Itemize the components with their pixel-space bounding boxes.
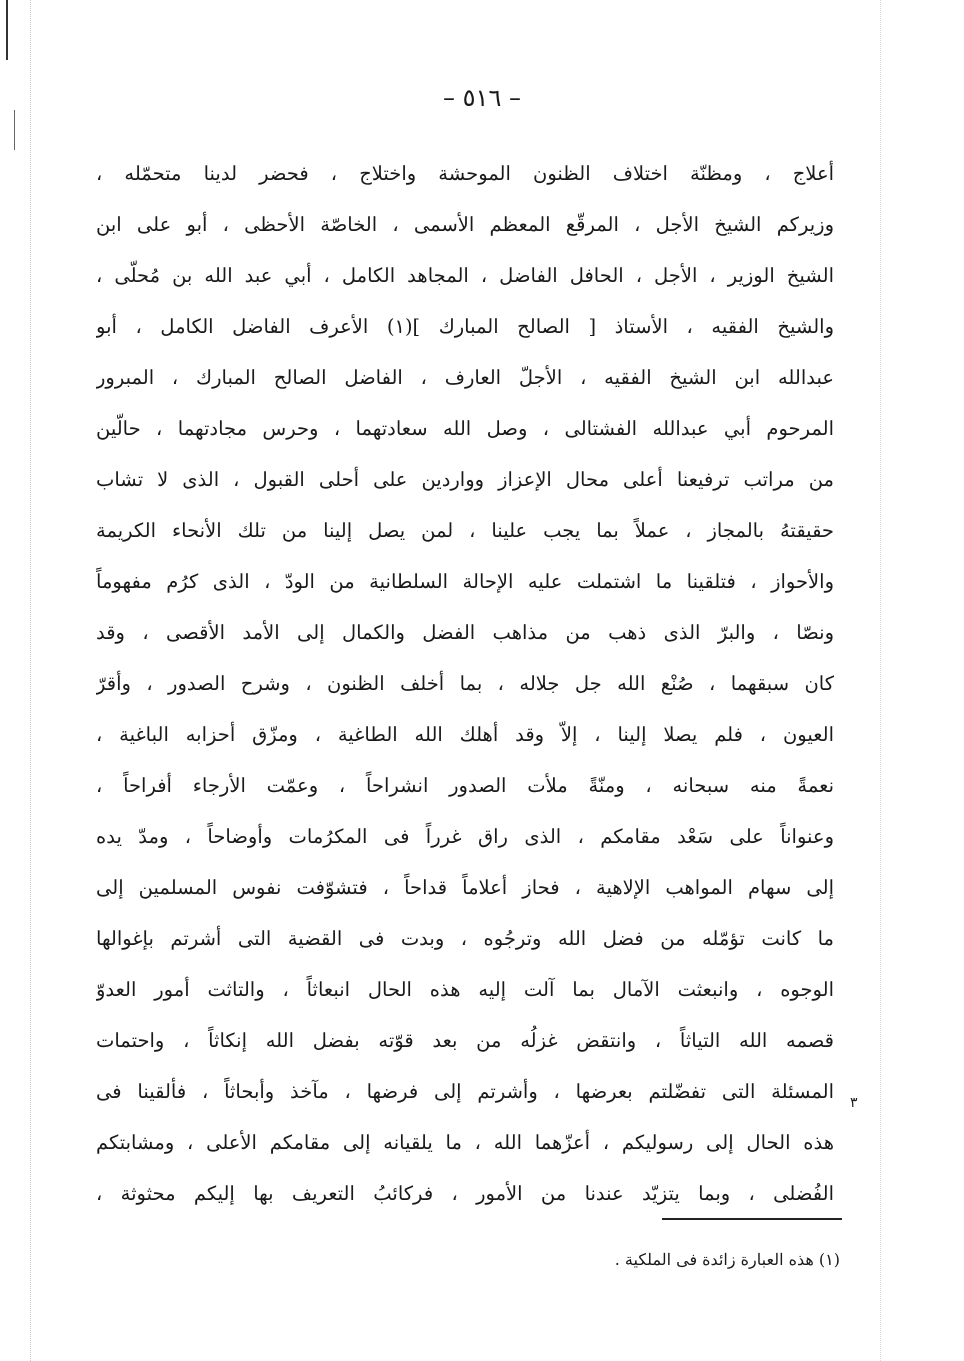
footnote-divider [662,1218,842,1220]
text-line: والأحواز ، فتلقينا ما اشتملت عليه الإحالة السلطانية من الودّ ، الذى كرُم مفهوماً [96,570,834,593]
text-line: والشيخ الفقيه ، الأستاذ [ الصالح المبارك ](١) الأعرف الفاضل الكامل ، أبو [96,315,834,338]
text-line: العيون ، فلم يصلا إلينا ، إلاّ وقد أهلك الله الطاغية ، ومزّق أحزابه الباغية ، [96,723,834,746]
scan-edge-mark [6,0,8,60]
text-line: المرحوم أبي عبدالله الفشتالى ، وصل الله سعادتهما ، وحرس مجادتهما ، حالّين [96,417,834,440]
margin-mark: ٣ [850,1095,858,1111]
footnote: (١) هذه العبارة زائدة فى الملكية . [614,1250,840,1269]
text-line: الشيخ الوزير ، الأجل ، الحافل الفاضل ، المجاهد الكامل ، أبي عبد الله بن مُحلّى ، [96,264,834,287]
scan-edge-mark [14,110,15,150]
text-line: عبدالله ابن الشيخ الفقيه ، الأجلّ العارف ، الفاضل الصالح المبارك ، المبرور [96,366,834,389]
body-text [96,148,834,1219]
text-line: كان سبقهما ، صُنْع الله جل جلاله ، بما أخلف الظنون ، وشرح الصدور ، وأقرّ [96,672,834,695]
text-line: قصمه الله التياثاً ، وانتقض غزلُه من بعد قوّته بفضل الله إنكاثاً ، واحتمات [96,1029,834,1052]
text-line: ما كانت تؤمّله من فضل الله وترجُوه ، وبدت فى القضية التى أشرتم بإغوالها [96,927,834,950]
scan-guide-line [880,0,882,1361]
text-line: وزيركم الشيخ الأجل ، المرقّع المعظم الأسمى ، الخاصّة الأحظى ، أبو على ابن [96,213,834,236]
text-line: وعنواناً على سَعْد مقامكم ، الذى راق غرراً فى المكرُمات وأوضاحاً ، ومدّ يده [96,825,834,848]
text-line: إلى سهام المواهب الإلاهية ، فحاز أعلاماً قداحاً ، فتشوّفت نفوس المسلمين إلى [96,876,834,899]
text-line: الوجوه ، وانبعثت الآمال بما آلت إليه هذه الحال انبعاثاً ، والتاثت أمور العدوّ [96,978,834,1001]
page-number: – ٥١٦ – [443,84,521,112]
text-line: المسئلة التى تفضّلتم بعرضها ، وأشرتم إلى فرضها ، مآخذ وأبحاثاً ، فألقينا فى [96,1080,834,1103]
text-line: هذه الحال إلى رسوليكم ، أعزّهما الله ، ما يلقيانه إلى مقامكم الأعلى ، ومشابتكم [96,1131,834,1154]
text-line: حقيقتهُ بالمجاز ، عملاً بما يجب علينا ، لمن يصل إلينا من تلك الأنحاء الكريمة [96,519,834,542]
text-line: نعمةً منه سبحانه ، ومنّةً ملأت الصدور انشراحاً ، وعمّت الأرجاء أفراحاً ، [96,774,834,797]
scan-guide-line [30,0,32,1361]
text-line: ونصّا ، والبرّ الذى ذهب من مذاهب الفضل والكمال إلى الأمد الأقصى ، وقد [96,621,834,644]
text-line: الفُضلى ، وبما يتزيّد عندنا من الأمور ، فركائبُ التعريف بها إليكم محثوثة ، [96,1182,834,1205]
text-line: أعلاج ، ومظنّة اختلاف الظنون الموحشة واختلاج ، فحضر لدينا متحمّله ، [96,162,834,185]
text-line: من مراتب ترفيعنا أعلى محال الإعزاز وواردين على أحلى القبول ، الذى لا تشاب [96,468,834,491]
